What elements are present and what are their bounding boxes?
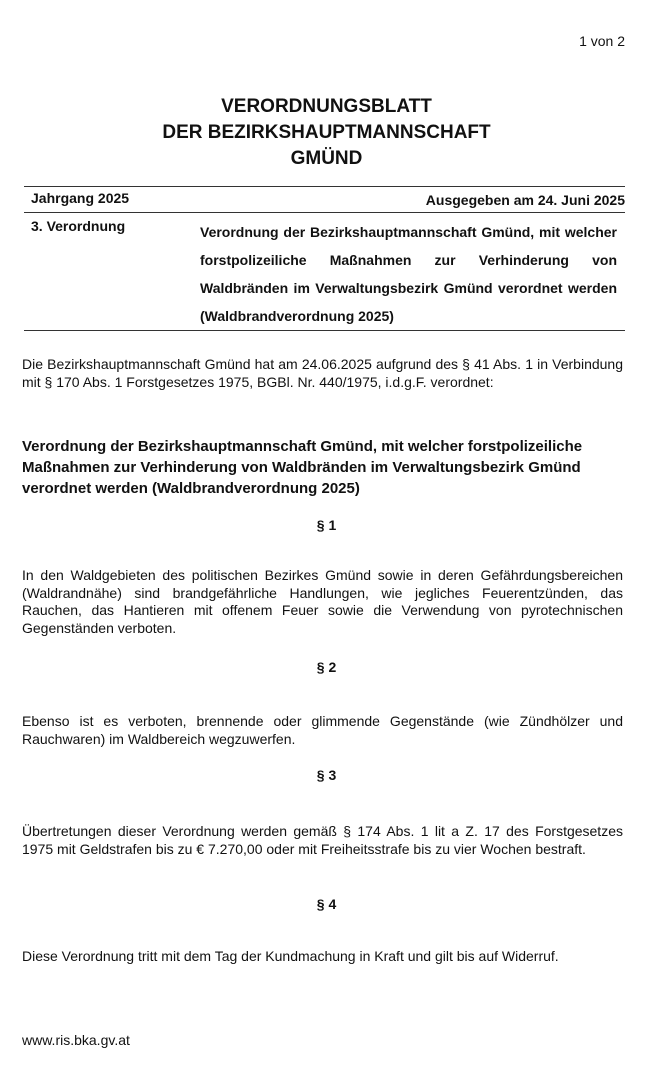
title-line-1: VERORDNUNGSBLATT [221, 96, 432, 117]
footer-url: www.ris.bka.gv.at [22, 1032, 130, 1048]
ordinance-title: Verordnung der Bezirkshauptmannschaft Gmünd, mit welcher forstpolizeiliche Maßnahmen zur Verhinderung von Waldbränden im Verwaltungsbezirk Gmünd verordnet werden (Waldbrandverordnung 2025) [200, 224, 617, 324]
intro-paragraph: Die Bezirkshauptmannschaft Gmünd hat am 24.06.2025 aufgrund des § 41 Abs. 1 in Verbindung mit § 170 Abs. 1 Forstgesetzes 1975, BGBl. Nr. 440/1975, i.d.g.F. verordnet: [22, 356, 623, 390]
divider-top [24, 186, 625, 187]
section-1-text: In den Waldgebieten des politischen Bezirkes Gmünd sowie in deren Gefährdungsbereichen (Waldrandnähe) sind brandgefährliche Handlungen, wie jegliches Feuerentzünden, das Rauchen, das Hantieren mit offenem Feuer sowie die Verwendung von pyrotechnischen Gegenständen verboten. [22, 567, 623, 636]
divider-middle [24, 212, 625, 213]
section-4-text: Diese Verordnung tritt mit dem Tag der Kundmachung in Kraft und gilt bis auf Widerruf. [22, 948, 559, 964]
issue-date: Ausgegeben am 24. Juni 2025 [425, 192, 625, 208]
page-number: 1 von 2 [579, 33, 625, 49]
jahrgang-label: Jahrgang 2025 [31, 190, 130, 206]
ordinance-number: 3. Verordnung [31, 218, 126, 234]
section-1-heading: § 1 [316, 517, 337, 533]
title-line-2: DER BEZIRKSHAUPTMANNSCHAFT [162, 122, 491, 143]
section-4-heading: § 4 [316, 896, 337, 912]
section-3-heading: § 3 [316, 767, 337, 783]
section-2-heading: § 2 [316, 659, 337, 675]
ordinance-bold-title: Verordnung der Bezirkshauptmannschaft Gmünd, mit welcher forstpolizeiliche Maßnahmen zur Verhinderung von Waldbränden im Verwaltungsbezirk Gmünd verordnet werden (Waldbrandverordnung 2025) [22, 438, 583, 497]
section-2-text: Ebenso ist es verboten, brennende oder glimmende Gegenstände (wie Zündhölzer und Rauchwaren) im Waldbereich wegzuwerfen. [22, 713, 623, 747]
title-line-3: GMÜND [290, 148, 363, 169]
document-title [0, 94, 653, 172]
divider-bottom [24, 330, 625, 331]
section-3-text: Übertretungen dieser Verordnung werden gemäß § 174 Abs. 1 lit a Z. 17 des Forstgesetzes 1975 mit Geldstrafen bis zu € 7.270,00 oder mit Freiheitsstrafe bis zu vier Wochen bestraft. [22, 823, 623, 857]
